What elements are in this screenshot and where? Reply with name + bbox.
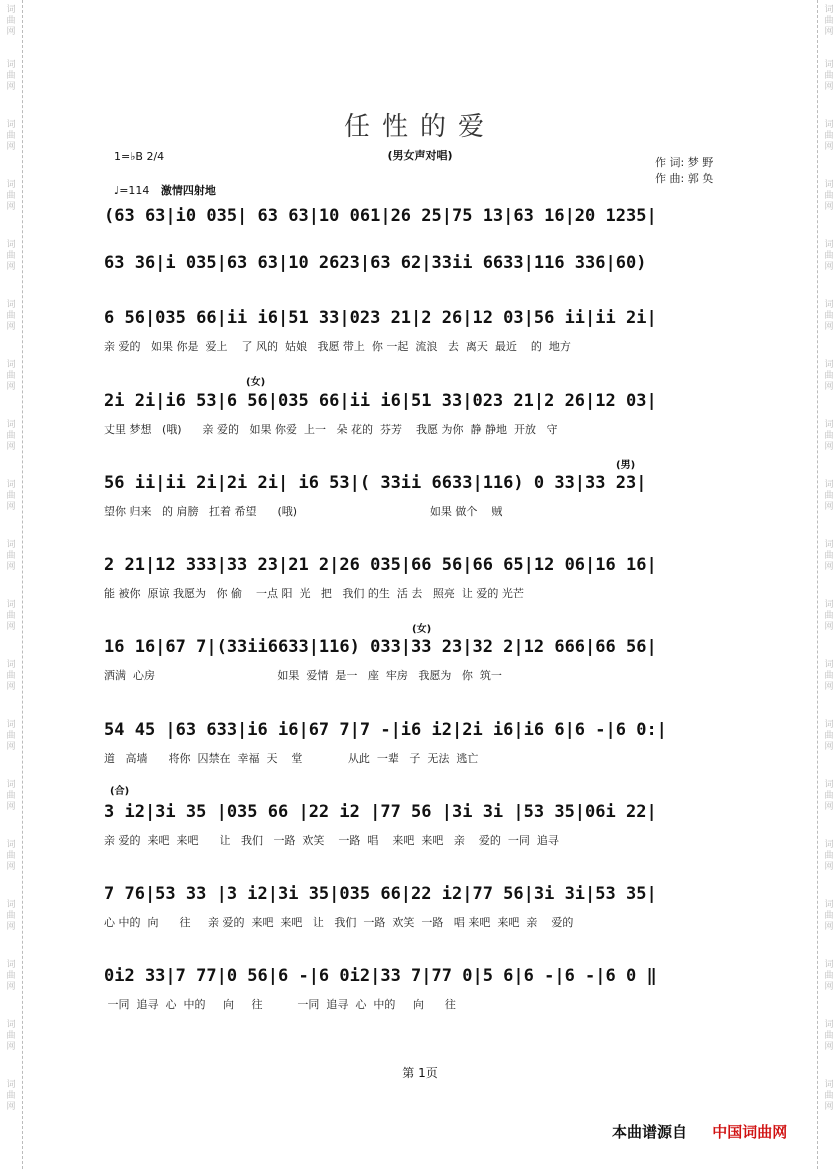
watermark: 词曲网 (824, 960, 834, 992)
watermark: 词曲网 (6, 960, 16, 992)
score-row-11 (104, 964, 754, 1013)
watermark: 词曲网 (6, 900, 16, 932)
watermark: 词曲网 (6, 1020, 16, 1052)
voice-label-chorus: (合) (110, 786, 130, 797)
notation-line: 63 36|i 035|63 63|10 2623|63 62|33ii 6633|116 336|60) (104, 253, 647, 273)
notation-line: 16 16|67 7|(33ii6633|116) 033|33 23|32 2|12 666|66 56| (104, 637, 657, 657)
watermark: 词曲网 (6, 300, 16, 332)
tempo-value: ♩=114 (114, 184, 150, 197)
lyric-line: 亲 爱的 来吧 来吧 让 我们 一路 欢笑 一路 唱 来吧 来吧 亲 爱的 一同 追寻 (104, 834, 559, 847)
notation-line: 56 ii|ii 2i|2i 2i| i6 53|( 33ii 6633|116) 0 33|33 23| (104, 473, 647, 493)
lyric-line: 心 中的 向 往 亲 爱的 来吧 来吧 让 我们 一路 欢笑 一路 唱 来吧 来吧 亲 爱的 (104, 916, 574, 929)
lyric-line: 一同 追寻 心 中的 向 往 一同 追寻 心 中的 向 往 (104, 998, 456, 1011)
lyric-line: 洒满 心房 如果 爱情 是一 座 牢房 我愿为 你 筑一 (104, 669, 502, 682)
lyricist-credit: 作 词: 梦 野 (655, 156, 714, 169)
watermark: 词曲网 (6, 120, 16, 152)
lyric-line: 亲 爱的 如果 你是 爱上 了 风的 姑娘 我愿 带上 你 一起 流浪 去 离天 最近 的 地方 (104, 340, 571, 353)
source-label: 本曲谱源自 (612, 1123, 688, 1141)
score-row-8 (104, 718, 754, 767)
composer-credit: 作 曲: 郭 奂 (655, 172, 714, 185)
voice-label-female: (女) (246, 377, 266, 388)
notation-line: 3 i2|3i 35 |035 66 |22 i2 |77 56 |3i 3i |53 35|06i 22| (104, 802, 657, 822)
watermark: 词曲网 (824, 300, 834, 332)
score-row-9 (104, 800, 754, 849)
notation-line: 2 21|12 333|33 23|21 2|26 035|66 56|66 65|12 06|16 16| (104, 555, 657, 575)
notation-line: 0i2 33|7 77|0 56|6 -|6 0i2|33 7|77 0|5 6|6 -|6 -|6 0 ‖ (104, 966, 657, 986)
lyric-line: 丈里 梦想 (哦) 亲 爱的 如果 你爱 上一 朵 花的 芬芳 我愿 为你 静 静地 开放 守 (104, 423, 558, 436)
watermark: 词曲网 (824, 240, 834, 272)
tempo-marking (114, 182, 216, 198)
song-subtitle: (男女声对唱) (387, 149, 453, 162)
watermark: 词曲网 (6, 1080, 16, 1112)
watermark: 词曲网 (824, 360, 834, 392)
lyric-line (104, 284, 754, 300)
right-margin-strip (817, 0, 840, 1169)
notation-line: 54 45 |63 633|i6 i6|67 7|7 -|i6 i2|2i i6|i6 6|6 -|6 0:| (104, 720, 667, 740)
song-title: 任性的爱 (343, 112, 496, 142)
expression-marking: 激情四射地 (160, 184, 216, 197)
watermark: 词曲网 (6, 780, 16, 812)
score-row-10 (104, 882, 754, 931)
score-row-4 (104, 389, 754, 438)
watermark: 词曲网 (824, 600, 834, 632)
voice-label-female-2: (女) (412, 624, 432, 635)
left-margin-strip (0, 0, 23, 1169)
watermark: 词曲网 (824, 1080, 834, 1112)
watermark: 词曲网 (824, 900, 834, 932)
watermark: 词曲网 (824, 60, 834, 92)
score-row-7 (104, 635, 754, 684)
lyric-line: 道 高墙 将你 囚禁在 幸福 天 堂 从此 一辈 子 无法 逃亡 (104, 752, 479, 765)
watermark: 词曲网 (824, 420, 834, 452)
source-site-link[interactable]: 中国词曲网 (712, 1123, 788, 1141)
lyric-line: 望你 归来 的 肩膀 扛着 希望 (哦) 如果 做个 贼 (104, 505, 503, 518)
watermark: 词曲网 (6, 540, 16, 572)
watermark: 词曲网 (6, 600, 16, 632)
watermark: 词曲网 (6, 360, 16, 392)
score-row-2 (104, 251, 754, 300)
watermark: 词曲网 (6, 480, 16, 512)
watermark: 词曲网 (6, 720, 16, 752)
notation-line: 6 56|035 66|ii i6|51 33|023 21|2 26|12 03|56 ii|ii 2i| (104, 308, 657, 328)
score-row-6 (104, 553, 754, 602)
watermark: 词曲网 (824, 120, 834, 152)
watermark: 词曲网 (824, 660, 834, 692)
watermark: 词曲网 (6, 660, 16, 692)
watermark: 词曲网 (6, 5, 16, 37)
watermark: 词曲网 (824, 480, 834, 512)
source-credit (612, 1121, 787, 1142)
notation-line: 2i 2i|i6 53|6 56|035 66|ii i6|51 33|023 21|2 26|12 03| (104, 391, 657, 411)
lyric-line: 能 被你 原谅 我愿为 你 偷 一点 阳 光 把 我们 的生 活 去 照亮 让 爱的 光芒 (104, 587, 524, 600)
watermark: 词曲网 (824, 720, 834, 752)
voice-label-male: (男) (616, 460, 636, 471)
watermark: 词曲网 (824, 5, 834, 37)
watermark: 词曲网 (6, 180, 16, 212)
score-row-1 (104, 204, 754, 253)
watermark: 词曲网 (6, 60, 16, 92)
notation-line: 7 76|53 33 |3 i2|3i 35|035 66|22 i2|77 56|3i 3i|53 35| (104, 884, 657, 904)
watermark: 词曲网 (6, 240, 16, 272)
page-number: 第 1页 (402, 1066, 438, 1080)
score-row-3 (104, 306, 754, 355)
watermark: 词曲网 (824, 1020, 834, 1052)
notation-line: (63 63|i0 035| 63 63|10 061|26 25|75 13|63 16|20 1235| (104, 206, 657, 226)
watermark: 词曲网 (6, 840, 16, 872)
watermark: 词曲网 (824, 540, 834, 572)
score-row-5 (104, 471, 754, 520)
watermark: 词曲网 (6, 420, 16, 452)
watermark: 词曲网 (824, 840, 834, 872)
watermark: 词曲网 (824, 180, 834, 212)
key-signature: 1=♭B 2/4 (114, 150, 165, 163)
watermark: 词曲网 (824, 780, 834, 812)
